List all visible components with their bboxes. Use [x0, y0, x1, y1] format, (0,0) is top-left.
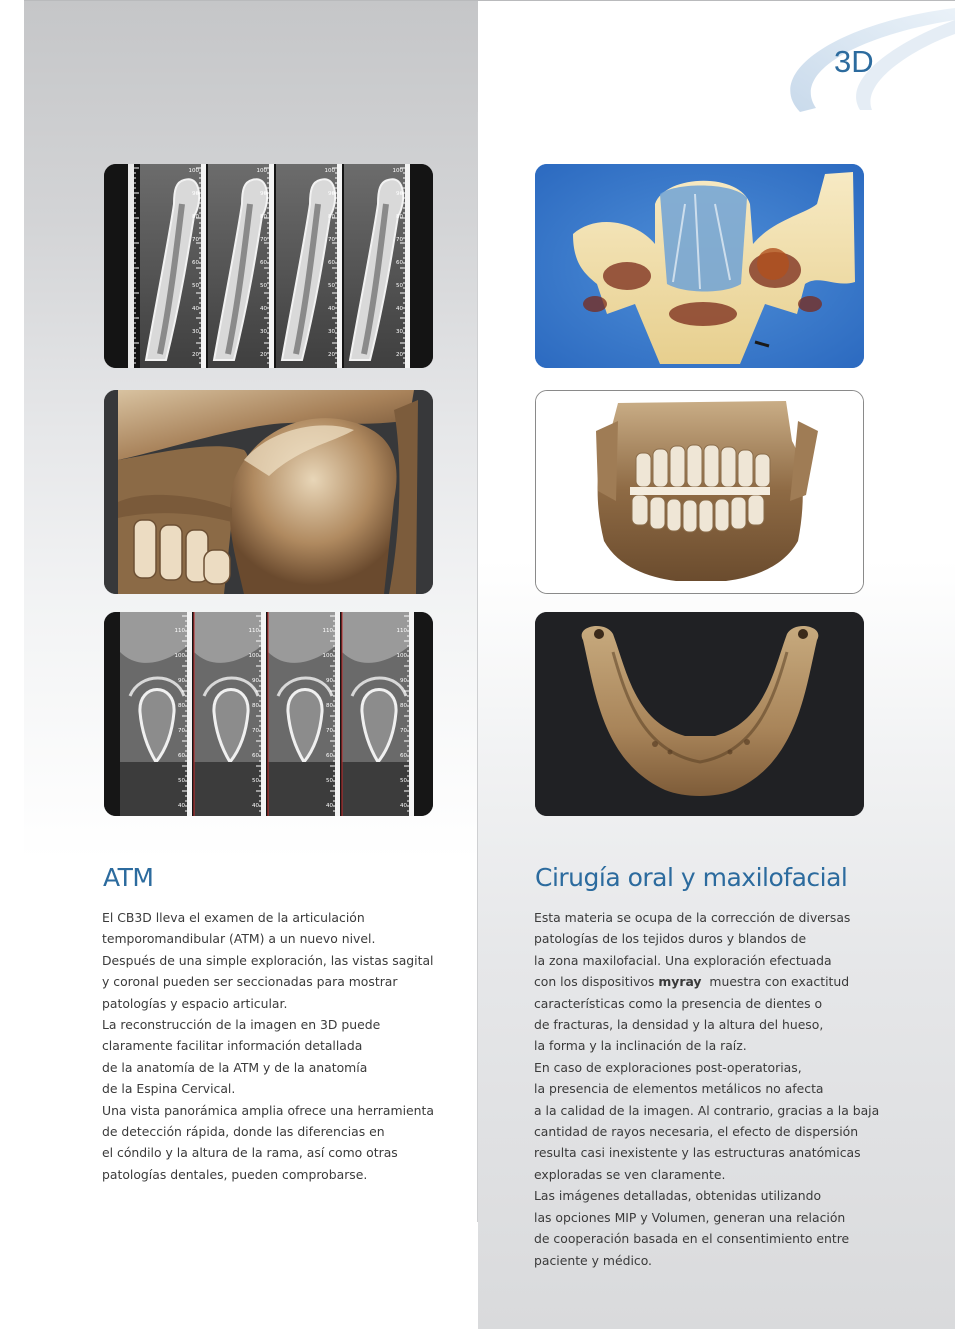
text-line: patologías de los tejidos duros y blandos de — [534, 931, 807, 947]
scale-label: 80 — [260, 214, 267, 220]
scale-label: 60 — [400, 753, 407, 759]
scale-label: 80 — [400, 703, 407, 709]
mandible-3d-render-panel — [535, 612, 864, 816]
scale-label: 100 — [256, 168, 267, 174]
scale-label: 80 — [328, 214, 335, 220]
scale-label: 100 — [324, 168, 335, 174]
text-line: resulta casi inexistente y las estructuras anatómicas — [534, 1145, 861, 1161]
scale-ruler — [335, 612, 340, 816]
text-line: cantidad de rayos necesaria, el efecto de dispersión — [534, 1124, 859, 1140]
cirugia-body-text — [534, 907, 879, 1271]
scale-label: 60 — [178, 753, 185, 759]
text-line: el cóndilo y la altura de la rama, así como otras — [102, 1145, 398, 1161]
scale-label: 90 — [192, 191, 199, 197]
scale-label: 30 — [260, 329, 267, 335]
scale-label: 90 — [252, 678, 259, 684]
sagittal-tmj-panel — [104, 164, 433, 368]
sagittal-tmj-image — [104, 164, 433, 368]
scale-ruler — [409, 612, 414, 816]
scale-label: 50 — [328, 283, 335, 289]
scale-label: 30 — [396, 329, 403, 335]
scale-label: 60 — [328, 260, 335, 266]
scale-label: 80 — [396, 214, 403, 220]
scale-label: 40 — [328, 306, 335, 312]
scale-label: 70 — [326, 728, 333, 734]
scale-label: 100 — [248, 653, 259, 659]
scale-label: 70 — [178, 728, 185, 734]
scale-label: 40 — [400, 803, 407, 809]
atm-body-text — [102, 907, 434, 1185]
scale-label: 90 — [328, 191, 335, 197]
scale-label: 80 — [252, 703, 259, 709]
cirugia-heading: Cirugía oral y maxilofacial — [535, 863, 848, 892]
scale-label: 30 — [328, 329, 335, 335]
text-line: Esta materia se ocupa de la corrección de diversas — [534, 910, 851, 925]
frontal-3d-skull-image — [536, 391, 863, 593]
text-line: La reconstrucción de la imagen en 3D puede — [102, 1017, 381, 1033]
text-line: la zona maxilofacial. Una exploración efectuada — [534, 952, 832, 968]
text-line: de la anatomía de la ATM y de la anatomía — [102, 1059, 368, 1075]
text-line: temporomandibular (ATM) a un nuevo nivel. — [102, 931, 376, 947]
text-line: patologías y espacio articular. — [102, 995, 288, 1011]
scale-label: 70 — [396, 237, 403, 243]
text-line: a la calidad de la imagen. Al contrario, gracias a la baja — [534, 1102, 880, 1118]
scale-ruler — [405, 164, 410, 368]
coronal-tmj-image — [104, 612, 433, 816]
tmj-3d-render-image — [104, 390, 433, 594]
text-line: de la Espina Cervical. — [102, 1081, 236, 1097]
scale-label: 50 — [400, 778, 407, 784]
scale-label: 100 — [322, 653, 333, 659]
3d-badge: 3D — [834, 44, 874, 79]
atm-heading: ATM — [103, 863, 154, 892]
scale-label: 70 — [328, 237, 335, 243]
text-line: En caso de exploraciones post-operatorias, — [534, 1059, 802, 1075]
scale-label: 20 — [328, 352, 335, 358]
scale-label: 80 — [192, 214, 199, 220]
scale-label: 50 — [396, 283, 403, 289]
scale-label: 110 — [174, 628, 185, 634]
scale-label: 90 — [326, 678, 333, 684]
scale-label: 70 — [400, 728, 407, 734]
text-line: de detección rápida, donde las diferencias en — [102, 1124, 385, 1140]
scale-label: 80 — [178, 703, 185, 709]
scale-label: 70 — [252, 728, 259, 734]
text-line: Las imágenes detalladas, obtenidas utilizando — [534, 1188, 822, 1204]
scale-label: 80 — [326, 703, 333, 709]
text-line: la presencia de elementos metálicos no afecta — [534, 1081, 824, 1097]
scale-label: 110 — [248, 628, 259, 634]
scale-label: 100 — [396, 653, 407, 659]
scale-label: 90 — [260, 191, 267, 197]
scale-label: 50 — [260, 283, 267, 289]
scale-label: 20 — [396, 352, 403, 358]
text-line: Una vista panorámica amplia ofrece una herramienta — [102, 1102, 434, 1118]
column-divider — [477, 112, 478, 1222]
scale-label: 20 — [192, 352, 199, 358]
text-line: características como la presencia de dientes o — [534, 995, 823, 1011]
text-line — [534, 971, 879, 992]
scale-ruler — [187, 612, 192, 816]
mip-color-render-panel — [535, 164, 864, 368]
scale-label: 40 — [178, 803, 185, 809]
scale-label: 50 — [192, 283, 199, 289]
scale-label: 110 — [322, 628, 333, 634]
scale-label: 60 — [326, 753, 333, 759]
scale-label: 20 — [260, 352, 267, 358]
scale-label: 90 — [396, 191, 403, 197]
scale-label: 90 — [178, 678, 185, 684]
scale-label: 60 — [192, 260, 199, 266]
scale-ruler — [269, 164, 274, 368]
text-line: y coronal pueden ser seccionadas para mostrar — [102, 974, 398, 990]
mandible-3d-render-image — [535, 612, 864, 816]
scale-label: 60 — [260, 260, 267, 266]
scale-label: 100 — [174, 653, 185, 659]
text-line: exploradas se ven claramente. — [534, 1166, 726, 1182]
scale-ruler — [261, 612, 266, 816]
scale-label: 70 — [260, 237, 267, 243]
scale-label: 100 — [392, 168, 403, 174]
frontal-3d-skull-panel — [535, 390, 864, 594]
text-line: paciente y médico. — [534, 1252, 652, 1268]
scale-label: 50 — [252, 778, 259, 784]
scale-label: 60 — [396, 260, 403, 266]
scale-label: 110 — [396, 628, 407, 634]
scale-ruler — [337, 164, 342, 368]
text-fragment: con los dispositivos — [534, 974, 655, 990]
scale-label: 40 — [326, 803, 333, 809]
text-line: patologías dentales, pueden comprobarse. — [102, 1166, 368, 1182]
text-line: claramente facilitar información detallada — [102, 1038, 363, 1054]
text-line: de cooperación basada en el consentimiento entre — [534, 1231, 850, 1247]
scale-ruler-left — [128, 164, 134, 368]
text-line: Después de una simple exploración, las vistas sagital — [102, 952, 434, 968]
text-line: la forma y la inclinación de la raíz. — [534, 1038, 747, 1054]
scale-label: 30 — [192, 329, 199, 335]
scale-label: 70 — [192, 237, 199, 243]
scale-label: 100 — [188, 168, 199, 174]
scale-label: 40 — [252, 803, 259, 809]
text-line: El CB3D lleva el examen de la articulación — [102, 910, 365, 925]
scale-label: 50 — [178, 778, 185, 784]
scale-label: 50 — [326, 778, 333, 784]
scale-label: 90 — [400, 678, 407, 684]
scale-label: 40 — [192, 306, 199, 312]
scale-label: 60 — [252, 753, 259, 759]
mip-color-render-image — [535, 164, 864, 368]
text-line: de fracturas, la densidad y la altura del hueso, — [534, 1017, 824, 1033]
tmj-3d-render-panel — [104, 390, 433, 594]
page-margin — [0, 0, 24, 1329]
scale-label: 40 — [396, 306, 403, 312]
text-line: las opciones MIP y Volumen, generan una relación — [534, 1209, 846, 1225]
text-fragment: muestra con exactitud — [709, 974, 850, 990]
scale-ruler — [201, 164, 206, 368]
brand-name: myray — [658, 974, 702, 990]
scale-label: 40 — [260, 306, 267, 312]
coronal-tmj-panel — [104, 612, 433, 816]
